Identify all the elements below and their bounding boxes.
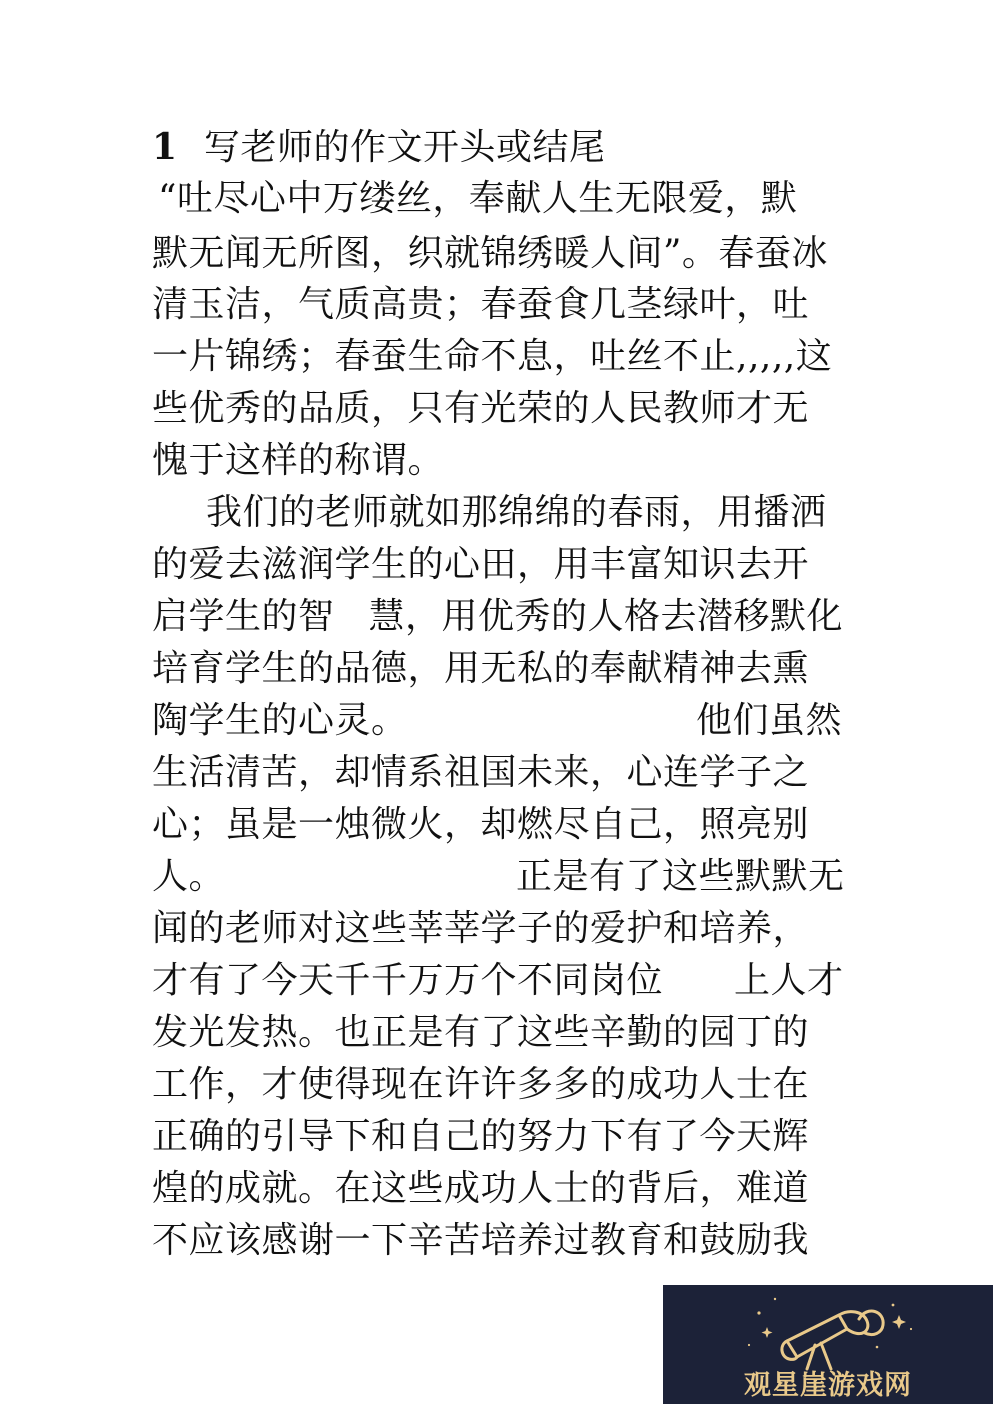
watermark-badge (663, 1285, 993, 1404)
text-line: 培育学生的品德，用无私的奉献精神去熏 (152, 648, 810, 689)
text-line: 他们虽然 (696, 700, 843, 741)
text-line: 心；虽是一烛微火，却燃尽自己，照亮别 (152, 804, 810, 845)
text-line: 陶学生的心灵。 (152, 700, 408, 741)
text-line: 一片锦绣；春蚕生命不息，吐丝不止,,,,,这 (152, 336, 833, 377)
text-line: 我们的老师就如那绵绵的春雨，用播洒 (206, 492, 827, 533)
text-line: 不应该感谢一下辛苦培养过教育和鼓励我 (152, 1220, 810, 1261)
text-segment: 启学生的智 (152, 596, 335, 637)
heading (152, 120, 852, 174)
text-line (152, 590, 852, 644)
text-segment: 慧，用优秀的人格去潜移默化 (368, 596, 844, 637)
text-line: 些优秀的品质，只有光荣的人民教师才无 (152, 388, 810, 429)
text-line: 上人才 (734, 960, 844, 1001)
text-line: 煌的成就。在这些成功人士的背后，难道 (152, 1168, 810, 1209)
text-line: 正确的引导下和自己的努力下有了今天辉 (152, 1116, 810, 1157)
watermark-text: 观星崖游戏网 (744, 1370, 912, 1401)
heading-title: 写老师的作文开头或结尾 (204, 127, 606, 168)
text-line: 的爱去滋润学生的心田，用丰富知识去开 (152, 544, 810, 585)
heading-number: 1 (152, 126, 178, 168)
text-line: 默无闻无所图，织就锦绣暖人间”。春蚕冰 (152, 233, 828, 274)
text-line: 人。 (152, 856, 226, 897)
text-line: 生活清苦，却情系祖国未来，心连学子之 (152, 752, 810, 793)
text-line: 正是有了这些默默无 (516, 856, 845, 897)
text-line: “吐尽心中万缕丝，奉献人生无限爱，默 (158, 178, 798, 219)
text-line: 清玉洁，气质高贵；春蚕食几茎绿叶，吐 (152, 284, 810, 325)
text-line: 闻的老师对这些莘莘学子的爱护和培养， (152, 908, 810, 949)
text-line: 工作，才使得现在许许多多的成功人士在 (152, 1064, 810, 1105)
text-line: 愧于这样的称谓。 (152, 440, 445, 481)
text-line: 才有了今天千千万万个不同岗位 (152, 960, 664, 1001)
text-line: 发光发热。也正是有了这些辛勤的园丁的 (152, 1012, 810, 1053)
